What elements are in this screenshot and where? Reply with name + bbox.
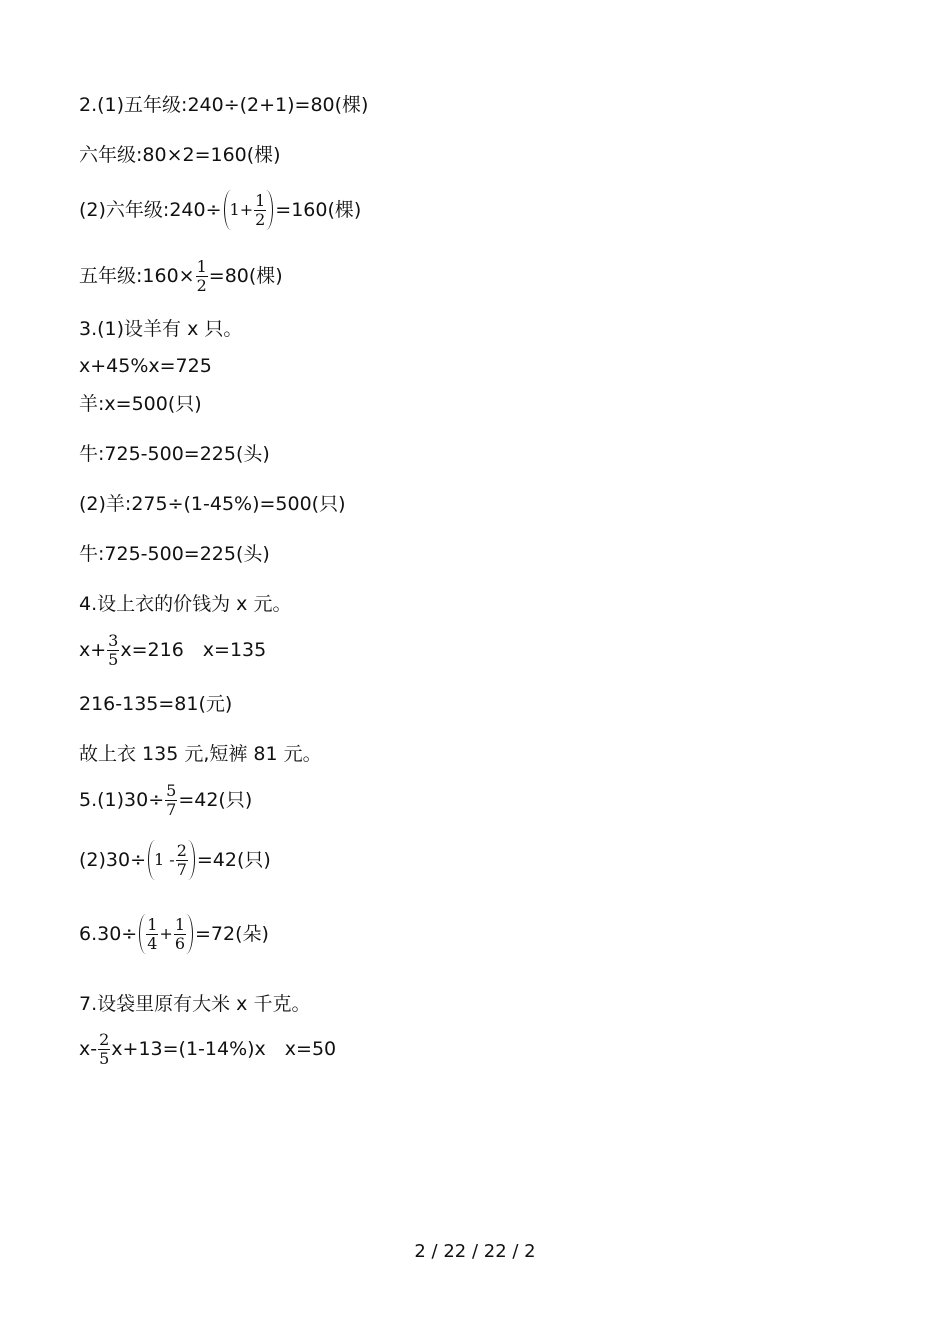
answer-line-3-equation: x+45%x=725: [79, 355, 212, 377]
text-segment: (2)六年级:240÷: [79, 198, 222, 221]
numerator: 1: [147, 915, 158, 934]
answer-line-2-1: 2.(1)五年级:240÷(2+1)=80(棵): [79, 94, 369, 116]
text-segment: x+13=(1-14%)x x=50: [111, 1037, 337, 1060]
answer-line-3-cattle: 牛:725-500=225(头): [79, 443, 270, 465]
answer-line-2-2-grade5: [79, 258, 283, 294]
bracket-expression: [148, 840, 195, 880]
bracket-expression: [224, 190, 274, 230]
denominator: 7: [176, 859, 187, 879]
fraction: [146, 916, 158, 952]
numerator: 1: [196, 257, 207, 276]
integer-part: 1 -: [154, 850, 175, 870]
numerator: 1: [255, 191, 266, 210]
answer-line-4: 4.设上衣的价钱为 x 元。: [79, 593, 292, 615]
text-segment: 6.30÷: [79, 922, 138, 945]
denominator: 2: [196, 275, 207, 295]
text-segment: =72(朵): [195, 922, 269, 945]
denominator: 7: [166, 799, 177, 819]
fraction: [98, 1031, 110, 1067]
numerator: 5: [166, 781, 177, 800]
denominator: 4: [147, 933, 158, 953]
numerator: 2: [176, 841, 187, 860]
denominator: 6: [174, 933, 186, 953]
text-segment: =42(只): [178, 788, 253, 811]
answer-line-2-1-grade6: 六年级:80×2=160(棵): [79, 144, 281, 166]
text-segment: =42(只): [196, 848, 271, 871]
answer-line-4-conclusion: 故上衣 135 元,短裤 81 元。: [79, 743, 322, 765]
answer-line-4-subtraction: 216-135=81(元): [79, 693, 233, 715]
fraction: [165, 782, 177, 818]
answer-line-7-equation: [79, 1031, 336, 1067]
text-segment: =160(棵): [275, 198, 362, 221]
fraction: [196, 258, 208, 294]
text-segment: x+: [79, 638, 107, 661]
answer-line-3-2-cattle: 牛:725-500=225(头): [79, 543, 270, 565]
numerator: 3: [108, 631, 119, 650]
denominator: 5: [99, 1048, 110, 1068]
fraction: [174, 916, 186, 952]
bracket-expression: [139, 914, 193, 954]
text-segment: 五年级:160×: [79, 264, 195, 287]
integer-part: 1+: [229, 200, 254, 220]
fraction: [107, 632, 119, 668]
text-segment: =80(棵): [208, 264, 283, 287]
answer-line-5-1: [79, 782, 252, 818]
fraction: [176, 842, 188, 878]
denominator: 5: [108, 649, 119, 669]
answer-line-3-sheep: 羊:x=500(只): [79, 393, 202, 415]
answer-line-5-2: [79, 840, 271, 880]
numerator: 2: [99, 1030, 110, 1049]
plus-operator: +: [159, 924, 173, 944]
answer-line-4-equation: [79, 632, 266, 668]
answer-line-6: [79, 914, 269, 954]
text-segment: x=216 x=135: [120, 638, 267, 661]
answer-line-3-1: 3.(1)设羊有 x 只。: [79, 318, 243, 340]
text-segment: x-: [79, 1037, 98, 1060]
answer-line-2-2: [79, 190, 361, 230]
numerator: 1: [174, 915, 186, 934]
page-footer: 2 / 22 / 22 / 2: [414, 1241, 536, 1262]
text-segment: 5.(1)30÷: [79, 788, 165, 811]
denominator: 2: [255, 209, 266, 229]
fraction: [254, 192, 266, 228]
answer-line-3-2: (2)羊:275÷(1-45%)=500(只): [79, 493, 346, 515]
text-segment: (2)30÷: [79, 848, 147, 871]
answer-line-7: 7.设袋里原有大米 x 千克。: [79, 993, 311, 1015]
